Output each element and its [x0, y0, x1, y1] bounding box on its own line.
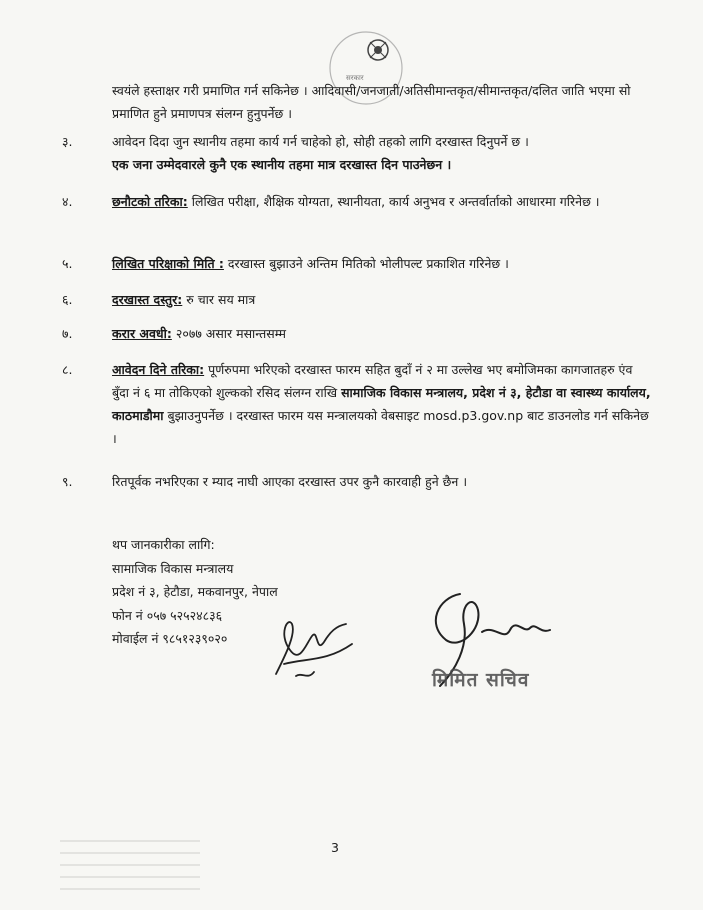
list-item-3 [62, 130, 652, 176]
item-text: २०७७ असार मसान्तसम्म [175, 326, 286, 341]
item-number: ३. [62, 134, 73, 149]
list-item-9 [62, 470, 652, 493]
contact-phone: फोन नं ०५७ ५२५२४८३६ [112, 607, 223, 623]
item-bold-text: सामाजिक विकास मन्त्रालय, प्रदेश नं ३, हेटौडा वा स्वास्थ्य कार्यालय, काठमाडौमा [112, 385, 651, 423]
page-number: 3 [331, 840, 339, 855]
list-item-4 [62, 190, 652, 213]
item-text: लिखित परीक्षा, शैक्षिक योग्यता, स्थानीयता, कार्य अनुभव र अन्तर्वार्ताको आधारमा गरिनेछ । [191, 194, 600, 209]
item-text-continued: बुझाउनुपर्नेछ । दरखास्त फारम यस मन्त्रालयको वेबसाइट mosd.p3.gov.np बाट डाउनलोड गर्न सकिनेछ । [112, 408, 649, 446]
faint-bleed-through [60, 840, 200, 890]
item-number: ४. [62, 194, 73, 209]
signature-icon [266, 614, 358, 684]
item-text: रु चार सय मात्र [186, 292, 256, 307]
item-heading: करार अवधी: [112, 326, 172, 341]
list-item-5 [62, 252, 652, 275]
item-text: दरखास्त बुझाउने अन्तिम मितिको भोलीपल्ट प्रकाशित गरिनेछ । [227, 256, 509, 271]
contact-mobile: मोवाईल नं ९८५१२३९०२० [112, 631, 228, 646]
list-item-8 [62, 358, 652, 450]
contact-label: थप जानकारीका लागि: [112, 537, 215, 552]
item-bold-text: एक जना उम्मेदवारले कुनै एक स्थानीय तहमा मात्र दरखास्त दिन पाउनेछन । [112, 157, 452, 172]
item-number: ८. [62, 362, 73, 377]
item-heading: लिखित परिक्षाको मिति : [112, 256, 224, 271]
contact-organization: सामाजिक विकास मन्त्रालय [112, 560, 234, 576]
svg-text:सरकार: सरकार [346, 74, 364, 82]
item-text: आवेदन दिदा जुन स्थानीय तहमा कार्य गर्न चाहेको हो, सोही तहको लागि दरखास्त दिनुपर्ने छ । [112, 134, 529, 149]
intro-paragraph: स्वयंले हस्ताक्षर गरी प्रमाणित गर्न सकिनेछ । आदिवासी/जनजाती/अतिसीमान्तकृत/सीमान्तकृत/दलित जाति भएमा सो प्रमाणित हुने प्रमाणपत्र संलग्न हुनुपर्नेछ । [112, 83, 631, 121]
list-item-7 [62, 322, 652, 345]
item-number: ७. [62, 326, 73, 341]
item-text: पूर्णरुपमा भरिएको दरखास्त फारम सहित बुदाँ नं २ मा उल्लेख भए बमोजिमका कागजातहरु एंव बुँदा नं ६ मा तोकिएको शुल्कको रसिद संलग्न राखि [112, 362, 633, 400]
item-heading: आवेदन दिने तरिका: [112, 362, 205, 377]
item-number: ६. [62, 292, 73, 307]
item-number: ९. [62, 474, 73, 489]
contact-address: प्रदेश नं ३, हेटौडा, मकवानपुर, नेपाल [112, 584, 278, 599]
item-text: रितपूर्वक नभरिएका र म्याद नाघी आएका दरखास्त उपर कुनै कारवाही हुने छैन । [112, 474, 468, 489]
designation-stamp: मिमित सचिव [432, 669, 530, 691]
item-number: ५. [62, 256, 73, 271]
item-heading: दरखास्त दस्तुर: [112, 292, 183, 307]
list-item-6 [62, 288, 652, 311]
item-heading: छनौटको तरिका: [112, 194, 188, 209]
